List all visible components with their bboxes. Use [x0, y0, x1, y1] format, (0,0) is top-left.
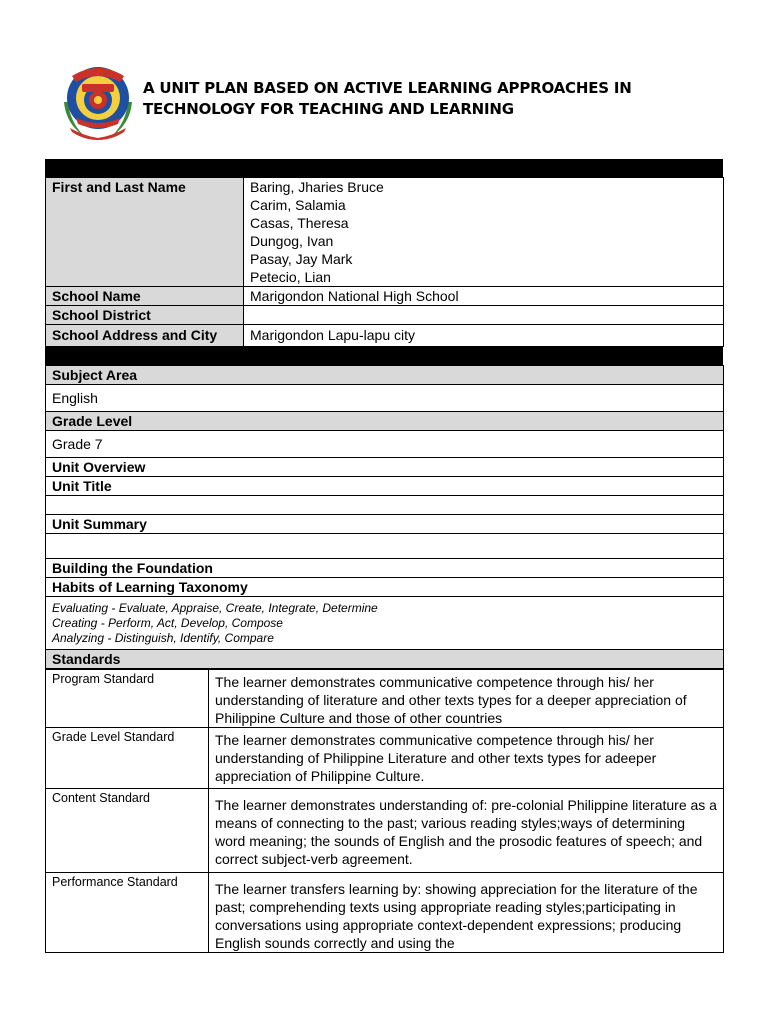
- grade-level-standard-text: The learner demonstrates communicative competence through his/ her understanding of Philippine Literature and other texts types for adeeper appreciation of Philippine Culture.: [209, 728, 724, 789]
- title-line-2: TECHNOLOGY FOR TEACHING AND LEARNING: [143, 100, 514, 118]
- college-seal-logo: [60, 62, 136, 140]
- list-item: Carim, Salamia: [250, 197, 346, 213]
- unit-plan-sheet: [45, 159, 723, 953]
- school-name-value: Marigondon National High School: [244, 287, 724, 306]
- program-standard-label: Program Standard: [46, 670, 209, 728]
- program-standard-text: The learner demonstrates communicative competence through his/ her understanding of literature and other texts types for a deeper appreciation of Philippine Culture and those of other countries: [209, 670, 724, 728]
- table-row: [46, 789, 724, 873]
- title-line-1: A UNIT PLAN BASED ON ACTIVE LEARNING APPROACHES IN: [143, 79, 632, 97]
- habits-taxonomy-label: Habits of Learning Taxonomy: [46, 578, 724, 597]
- list-item: Dungog, Ivan: [250, 233, 334, 249]
- unit-title-value: [46, 496, 724, 515]
- black-divider-bar: [45, 347, 723, 365]
- school-district-value: [244, 306, 724, 325]
- table-row: [46, 306, 724, 325]
- school-district-label: School District: [46, 306, 244, 325]
- teacher-info-table: [45, 177, 724, 347]
- list-item: Pasay, Jay Mark: [250, 251, 353, 267]
- list-item: Petecio, Lian: [250, 269, 331, 285]
- table-row: [46, 728, 724, 789]
- subject-area-value: English: [46, 385, 724, 412]
- document-header: [60, 62, 740, 142]
- table-row: [46, 670, 724, 728]
- habits-list: [46, 597, 724, 650]
- black-header-bar: [45, 159, 723, 177]
- list-item: Baring, Jharies Bruce: [250, 179, 384, 195]
- unit-title-label: Unit Title: [46, 477, 724, 496]
- unit-details-table: [45, 365, 724, 669]
- performance-standard-text: The learner transfers learning by: showing appreciation for the literature of the past; comprehending texts using appropriate reading styles;participating in conversations using appropriate context-dependent expressions; producing English sounds correctly and using the: [209, 873, 724, 953]
- list-item: Evaluating - Evaluate, Appraise, Create, Integrate, Determine: [52, 601, 378, 615]
- list-item: Creating - Perform, Act, Develop, Compose: [52, 616, 283, 630]
- content-standard-label: Content Standard: [46, 789, 209, 873]
- list-item: Analyzing - Distinguish, Identify, Compare: [52, 631, 274, 645]
- subject-area-label: Subject Area: [46, 366, 724, 385]
- names-cell: [244, 178, 724, 287]
- standards-table: [45, 669, 724, 953]
- building-foundation-label: Building the Foundation: [46, 559, 724, 578]
- school-name-label: School Name: [46, 287, 244, 306]
- table-row: [46, 873, 724, 953]
- list-item: Casas, Theresa: [250, 215, 349, 231]
- performance-standard-label: Performance Standard: [46, 873, 209, 953]
- unit-overview-label: Unit Overview: [46, 458, 724, 477]
- document-title: [143, 78, 632, 120]
- school-address-value: Marigondon Lapu-lapu city: [244, 325, 724, 347]
- unit-summary-label: Unit Summary: [46, 515, 724, 534]
- content-standard-text: The learner demonstrates understanding of: pre-colonial Philippine literature as a means of connecting to the past; various reading styles;ways of determining word meaning; the sounds of English and the prosodic features of speech; and correct subject-verb agreement.: [209, 789, 724, 873]
- standards-label: Standards: [46, 650, 724, 669]
- name-label: First and Last Name: [46, 178, 244, 287]
- school-address-label: School Address and City: [46, 325, 244, 347]
- table-row: [46, 287, 724, 306]
- unit-summary-value: [46, 534, 724, 559]
- grade-level-label: Grade Level: [46, 412, 724, 431]
- grade-level-standard-label: Grade Level Standard: [46, 728, 209, 789]
- table-row: [46, 325, 724, 347]
- grade-level-value: Grade 7: [46, 431, 724, 458]
- table-row: [46, 178, 724, 287]
